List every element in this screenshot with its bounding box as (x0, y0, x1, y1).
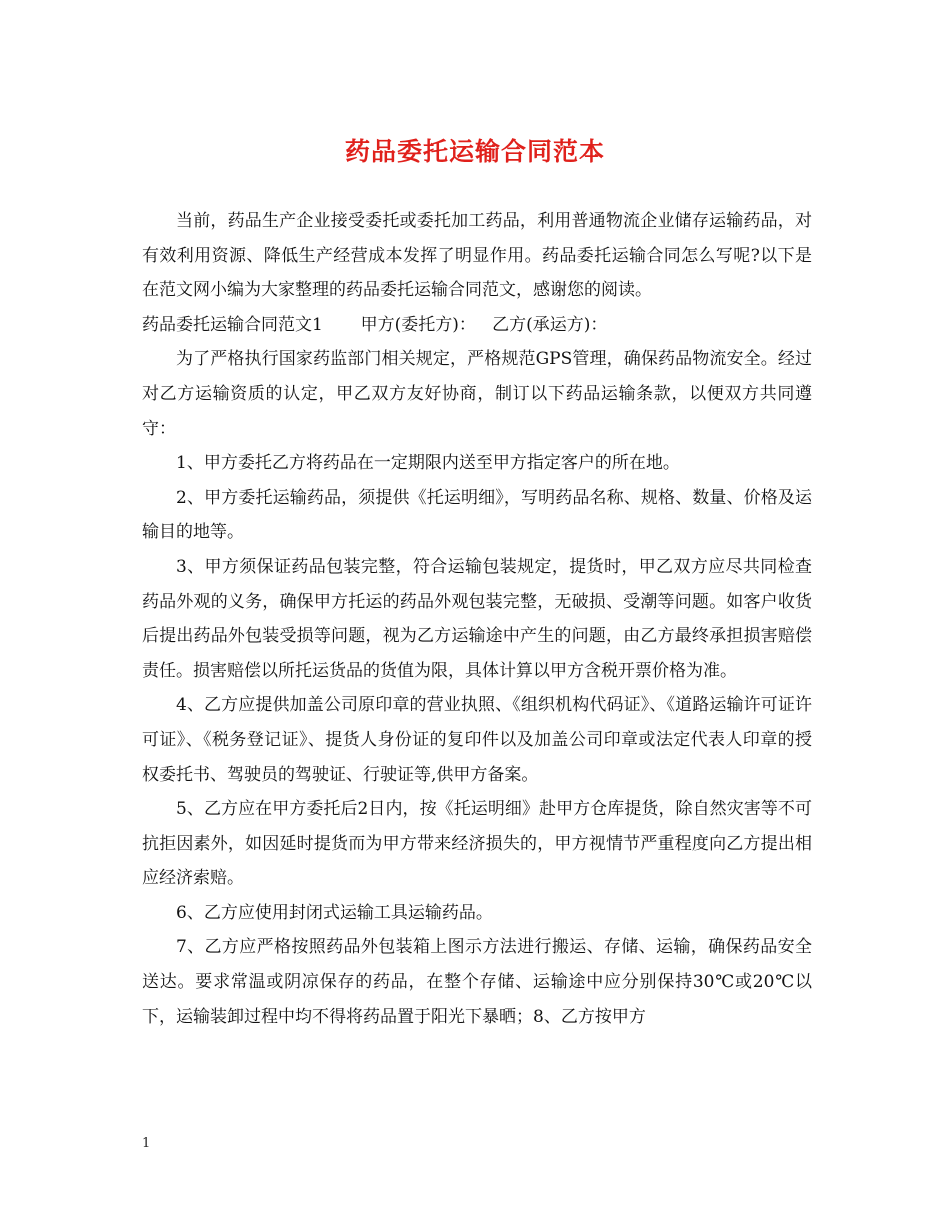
clause-1: 1、甲方委托乙方将药品在一定期限内送至甲方指定客户的所在地。 (176, 453, 680, 474)
document-body (142, 204, 812, 1034)
clause-4: 4、乙方应提供加盖公司原印章的营业执照、《组织机构代码证》、《道路运输许可证许可证》、《税务登记证》、提货人身份证的复印件以及加盖公司印章或法定代表人印章的授权委托书、驾驶员的驾驶证、行驶证等,供甲方备案。 (142, 695, 812, 785)
clause-7: 7、乙方应严格按照药品外包装箱上图示方法进行搬运、存储、运输，确保药品安全送达。要求常温或阴凉保存的药品，在整个存储、运输途中应分别保持30℃或20℃以下，运输装卸过程中均不得将药品置于阳光下暴晒；8、乙方按甲方 (142, 937, 812, 1027)
clause-3: 3、甲方须保证药品包装完整，符合运输包装规定，提货时，甲乙双方应尽共同检查药品外观的义务，确保甲方托运的药品外观包装完整，无破损、受潮等问题。如客户收货后提出药品外包装受损等问题，视为乙方运输途中产生的问题，由乙方最终承担损害赔偿责任。损害赔偿以所托运货品的货值为限，具体计算以甲方含税开票价格为准。 (142, 556, 812, 681)
preamble-paragraph: 为了严格执行国家药监部门相关规定，严格规范GPS管理，确保药品物流安全。经过对乙方运输资质的认定，甲乙双方友好协商，制订以下药品运输条款，以便双方共同遵守： (142, 349, 812, 439)
clause-5: 5、乙方应在甲方委托后2日内，按《托运明细》赴甲方仓库提货，除自然灾害等不可抗拒因素外，如因延时提货而为甲方带来经济损失的，甲方视情节严重程度向乙方提出相应经济索赔。 (142, 799, 812, 889)
page-number: 1 (142, 1136, 151, 1151)
party-b-label: 乙方(承运方)： (492, 314, 608, 335)
clause-6: 6、乙方应使用封闭式运输工具运输药品。 (176, 902, 493, 923)
contract-heading-line (142, 308, 812, 343)
intro-paragraph: 当前，药品生产企业接受委托或委托加工药品，利用普通物流企业储存运输药品，对有效利用资源、降低生产经营成本发挥了明显作用。药品委托运输合同怎么写呢?以下是在范文网小编为大家整理的药品委托运输合同范文，感谢您的阅读。 (142, 211, 812, 301)
clause-2: 2、甲方委托运输药品，须提供《托运明细》，写明药品名称、规格、数量、价格及运输目的地等。 (142, 487, 812, 543)
sample-label: 药品委托运输合同范文1 (142, 314, 323, 335)
party-a-label: 甲方(委托方)： (360, 314, 476, 335)
document-title: 药品委托运输合同范本 (344, 137, 605, 166)
